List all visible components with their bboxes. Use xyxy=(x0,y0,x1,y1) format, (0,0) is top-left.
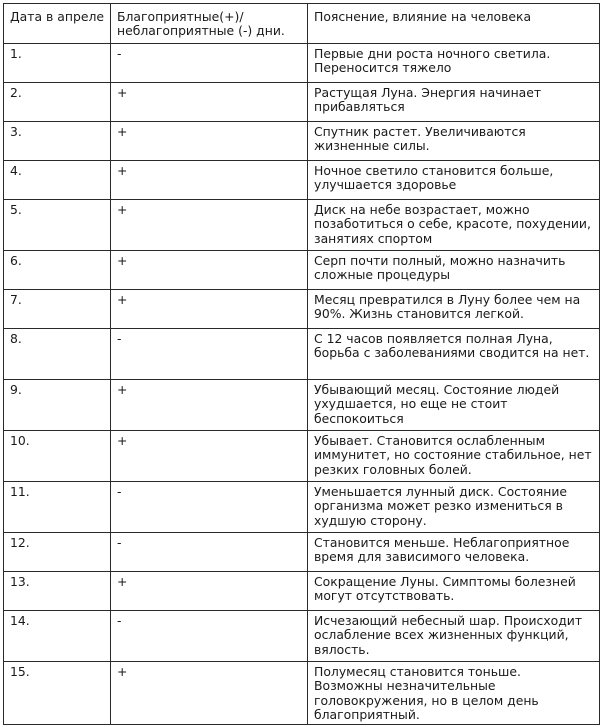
sign-cell: + xyxy=(111,82,308,121)
day-cell: 4. xyxy=(4,160,111,199)
day-cell: 13. xyxy=(4,571,111,610)
note-cell: Ночное светило становится больше, улучшается здоровье xyxy=(308,160,600,199)
table-row xyxy=(4,121,600,160)
note-cell: С 12 часов появляется полная Луна, борьба с заболеваниями сводится на нет. xyxy=(308,328,600,379)
note-cell: Убывающий месяц. Состояние людей ухудшается, но еще не стоит беспокоиться xyxy=(308,379,600,430)
day-cell: 3. xyxy=(4,121,111,160)
day-cell: 1. xyxy=(4,43,111,82)
table-header xyxy=(4,4,600,44)
header-date: Дата в апреле xyxy=(4,4,111,44)
day-cell: 14. xyxy=(4,610,111,661)
note-cell: Исчезающий небесный шар. Происходит ослабление всех жизненных функций, вялость. xyxy=(308,610,600,661)
table-row xyxy=(4,430,600,481)
table-row xyxy=(4,289,600,328)
day-cell: 9. xyxy=(4,379,111,430)
table-row xyxy=(4,532,600,571)
note-cell: Уменьшается лунный диск. Состояние организма может резко измениться в худшую сторону. xyxy=(308,481,600,532)
day-cell: 11. xyxy=(4,481,111,532)
sign-cell: - xyxy=(111,43,308,82)
sign-cell: + xyxy=(111,571,308,610)
note-cell: Растущая Луна. Энергия начинает прибавляться xyxy=(308,82,600,121)
table-body xyxy=(4,43,600,725)
day-cell: 12. xyxy=(4,532,111,571)
sign-cell: + xyxy=(111,160,308,199)
sign-cell: - xyxy=(111,481,308,532)
sign-cell: - xyxy=(111,328,308,379)
lunar-calendar-table xyxy=(3,3,600,725)
note-cell: Первые дни роста ночного светила. Переносится тяжело xyxy=(308,43,600,82)
header-note: Пояснение, влияние на человека xyxy=(308,4,600,44)
day-cell: 10. xyxy=(4,430,111,481)
table-row xyxy=(4,199,600,250)
sign-cell: + xyxy=(111,661,308,725)
note-cell: Становится меньше. Неблагоприятное время для зависимого человека. xyxy=(308,532,600,571)
day-cell: 8. xyxy=(4,328,111,379)
note-cell: Месяц превратился в Луну более чем на 90%. Жизнь становится легкой. xyxy=(308,289,600,328)
table-row xyxy=(4,250,600,289)
day-cell: 15. xyxy=(4,661,111,725)
table-row xyxy=(4,379,600,430)
sign-cell: + xyxy=(111,379,308,430)
day-cell: 6. xyxy=(4,250,111,289)
note-cell: Спутник растет. Увеличиваются жизненные силы. xyxy=(308,121,600,160)
table-row xyxy=(4,661,600,725)
table-row xyxy=(4,43,600,82)
table-row xyxy=(4,571,600,610)
table-row xyxy=(4,610,600,661)
note-cell: Диск на небе возрастает, можно позаботиться о себе, красоте, похудении, занятиях спортом xyxy=(308,199,600,250)
day-cell: 5. xyxy=(4,199,111,250)
table-row xyxy=(4,82,600,121)
sign-cell: + xyxy=(111,430,308,481)
sign-cell: - xyxy=(111,532,308,571)
note-cell: Сокращение Луны. Симптомы болезней могут отсутствовать. xyxy=(308,571,600,610)
note-cell: Полумесяц становится тоньше. Возможны незначительные головокружения, но в целом день благоприятный. xyxy=(308,661,600,725)
note-cell: Серп почти полный, можно назначить сложные процедуры xyxy=(308,250,600,289)
note-cell: Убывает. Становится ослабленным иммунитет, но состояние стабильное, нет резких головных болей. xyxy=(308,430,600,481)
sign-cell: - xyxy=(111,610,308,661)
day-cell: 2. xyxy=(4,82,111,121)
table-row xyxy=(4,160,600,199)
sign-cell: + xyxy=(111,199,308,250)
sign-cell: + xyxy=(111,121,308,160)
table-row xyxy=(4,481,600,532)
day-cell: 7. xyxy=(4,289,111,328)
header-row xyxy=(4,4,600,44)
header-sign: Благоприятные(+)/ неблагоприятные (-) дни. xyxy=(111,4,308,44)
sign-cell: + xyxy=(111,289,308,328)
table-row xyxy=(4,328,600,379)
sign-cell: + xyxy=(111,250,308,289)
